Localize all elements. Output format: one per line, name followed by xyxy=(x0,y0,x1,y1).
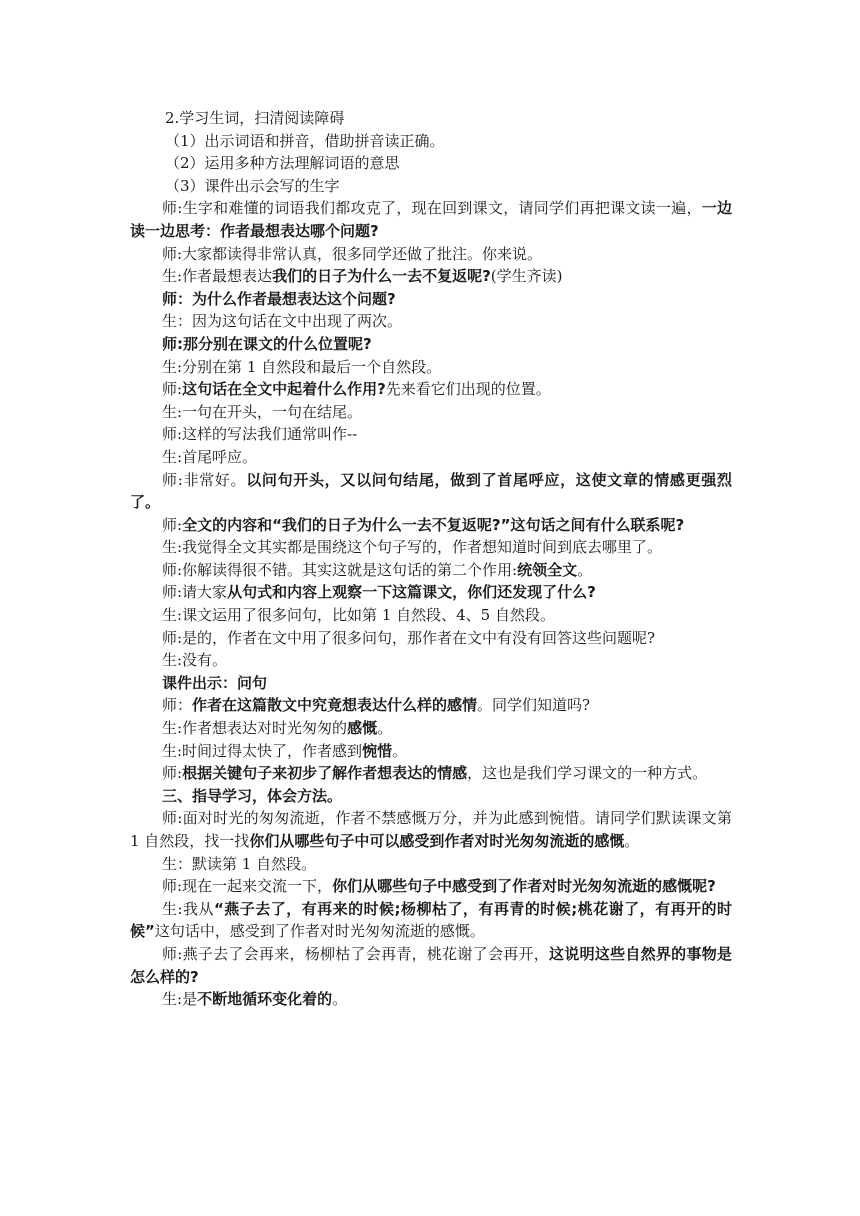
bold-text: 根据关键句子来初步了解作者想表达的情感 xyxy=(182,764,468,783)
text: 生:时间过得太快了，作者感到 xyxy=(162,741,363,760)
paragraph xyxy=(130,469,732,514)
text: 生:分别在第 1 自然段和最后一个自然段。 xyxy=(162,357,442,376)
paragraph xyxy=(130,740,732,763)
paragraph xyxy=(130,378,732,401)
paragraph xyxy=(130,423,732,446)
paragraph xyxy=(130,356,732,379)
bold-text: 全文的内容和“我们的日子为什么一去不复返呢?”这句话之间有什么联系呢? xyxy=(182,515,685,534)
paragraph xyxy=(130,807,732,852)
paragraph xyxy=(130,785,732,808)
text: 生:作者想表达对时光匆匆的 xyxy=(162,719,348,738)
text: 生:我从 xyxy=(162,899,214,918)
text: ，这也是我们学习课文的一种方式。 xyxy=(467,764,708,783)
text: (学生齐读) xyxy=(490,267,563,286)
text: 生:课文运用了很多问句，比如第 1 自然段、4、5 自然段。 xyxy=(162,606,555,625)
text: 2.学习生词，扫清阅读障碍 xyxy=(165,109,345,127)
text: 师:燕子去了会再来，杨柳枯了会再青，桃花谢了会再开， xyxy=(162,944,550,963)
paragraph xyxy=(130,265,732,288)
bold-text: 不断地循环变化着的 xyxy=(197,990,333,1009)
bold-text: 这句话在全文中起着什么作用? xyxy=(182,380,386,399)
text: 师: xyxy=(162,380,183,399)
bold-text: 感慨 xyxy=(347,719,378,738)
text: 。 xyxy=(392,741,408,760)
text: 先来看它们出现的位置。 xyxy=(385,380,551,399)
text: （3）课件出示会写的生字 xyxy=(165,176,340,195)
bold-text: 这说明这些自然界的事物是怎么样的? xyxy=(130,944,732,986)
paragraph xyxy=(130,672,732,695)
paragraph xyxy=(130,627,732,650)
paragraph xyxy=(130,310,732,333)
paragraph xyxy=(130,988,732,1011)
text: 生:是 xyxy=(162,990,198,1009)
bold-text: “燕子去了，有再来的时候;杨柳枯了，有再青的时候;桃花谢了，有再开的时候” xyxy=(130,899,733,941)
text: 生：因为这句话在文中出现了两次。 xyxy=(162,312,403,331)
bold-text: 课件出示：问句 xyxy=(162,673,268,692)
text: 生:没有。 xyxy=(162,651,228,670)
paragraph xyxy=(130,514,732,537)
text: 。 xyxy=(377,719,393,738)
paragraph xyxy=(130,107,732,130)
bold-text: 你们从哪些句子中感受到了作者对时光匆匆流逝的感慨呢? xyxy=(332,877,716,896)
bold-text: 你们从哪些句子中可以感受到作者对时光匆匆流逝的感慨 xyxy=(249,832,625,850)
text: 师:大家都读得非常认真，很多同学还做了批注。你来说。 xyxy=(162,244,543,263)
text: 生:作者最想表达 xyxy=(162,267,273,286)
bold-text: 惋惜 xyxy=(362,741,393,760)
paragraph xyxy=(130,581,732,604)
paragraph xyxy=(130,853,732,876)
paragraph xyxy=(130,762,732,785)
paragraph xyxy=(130,333,732,356)
paragraph xyxy=(130,898,732,943)
bold-text: 以问句开头，又以问句结尾，做到了首尾呼应，这使文章的情感更强烈了。 xyxy=(130,470,732,512)
paragraph xyxy=(130,604,732,627)
paragraph xyxy=(130,446,732,469)
bold-text: 师:那分别在课文的什么位置呢? xyxy=(162,334,372,353)
text: 师:请大家 xyxy=(162,583,228,602)
text: （1）出示词语和拼音，借助拼音读正确。 xyxy=(165,131,445,150)
text: 师:这样的写法我们通常叫作-- xyxy=(162,425,358,444)
text: 生:我觉得全文其实都是围绕这个句子写的，作者想知道时间到底去哪里了。 xyxy=(162,538,663,557)
text: 。 xyxy=(332,990,348,1009)
paragraph xyxy=(130,152,732,175)
text: 师:面对时光的匆匆流逝，作者不禁感慨万分，并为此感到惋惜。请同学们默读课文第 1 自然段，找一找 xyxy=(130,809,732,850)
text: 。 xyxy=(577,560,593,579)
paragraph xyxy=(130,943,732,988)
paragraph xyxy=(130,197,732,242)
text: 。 xyxy=(624,832,640,850)
text: 师: xyxy=(162,764,183,783)
text: 生:首尾呼应。 xyxy=(162,447,258,466)
paragraph xyxy=(130,401,732,424)
text: 师:生字和难懂的词语我们都攻克了，现在回到课文，请同学们再把课文读一遍， xyxy=(162,199,702,218)
paragraph xyxy=(130,875,732,898)
paragraph xyxy=(130,288,732,311)
text: 。同学们知道吗? xyxy=(477,696,591,715)
paragraph xyxy=(130,175,732,198)
bold-text: 一边读一边思考：作者最想表达哪个问题? xyxy=(130,199,732,240)
paragraph xyxy=(130,536,732,559)
bold-text: 我们的日子为什么一去不复返呢? xyxy=(272,267,491,286)
bold-text: 统领全文 xyxy=(517,560,578,579)
text: 生:一句在开头，一句在结尾。 xyxy=(162,402,363,421)
bold-text: 从句式和内容上观察一下这篇课文，你们还发现了什么? xyxy=(227,583,596,602)
paragraph xyxy=(130,694,732,717)
text: 师:非常好。 xyxy=(162,470,247,489)
paragraph xyxy=(130,559,732,582)
bold-text: 师：为什么作者最想表达这个问题? xyxy=(162,289,396,308)
paragraph xyxy=(130,717,732,740)
bold-text: 三、指导学习，体会方法。 xyxy=(162,786,343,805)
text: 师:现在一起来交流一下， xyxy=(162,877,333,896)
document-body xyxy=(130,107,732,1011)
text: 师:是的，作者在文中用了很多问句，那作者在文中有没有回答这些问题呢? xyxy=(162,628,656,647)
paragraph xyxy=(130,649,732,672)
paragraph xyxy=(130,243,732,266)
text: 师： xyxy=(162,696,193,715)
bold-text: 作者在这篇散文中究竟想表达什么样的感情 xyxy=(192,696,478,715)
text: 师: xyxy=(162,515,183,534)
text: 生：默读第 1 自然段。 xyxy=(162,854,317,873)
paragraph xyxy=(130,130,732,153)
text: （2）运用多种方法理解词语的意思 xyxy=(165,154,400,173)
text: 这句话中，感受到了作者对时光匆匆流逝的感慨。 xyxy=(154,922,485,941)
text: 师:你解读得很不错。其实这就是这句话的第二个作用: xyxy=(162,560,518,579)
